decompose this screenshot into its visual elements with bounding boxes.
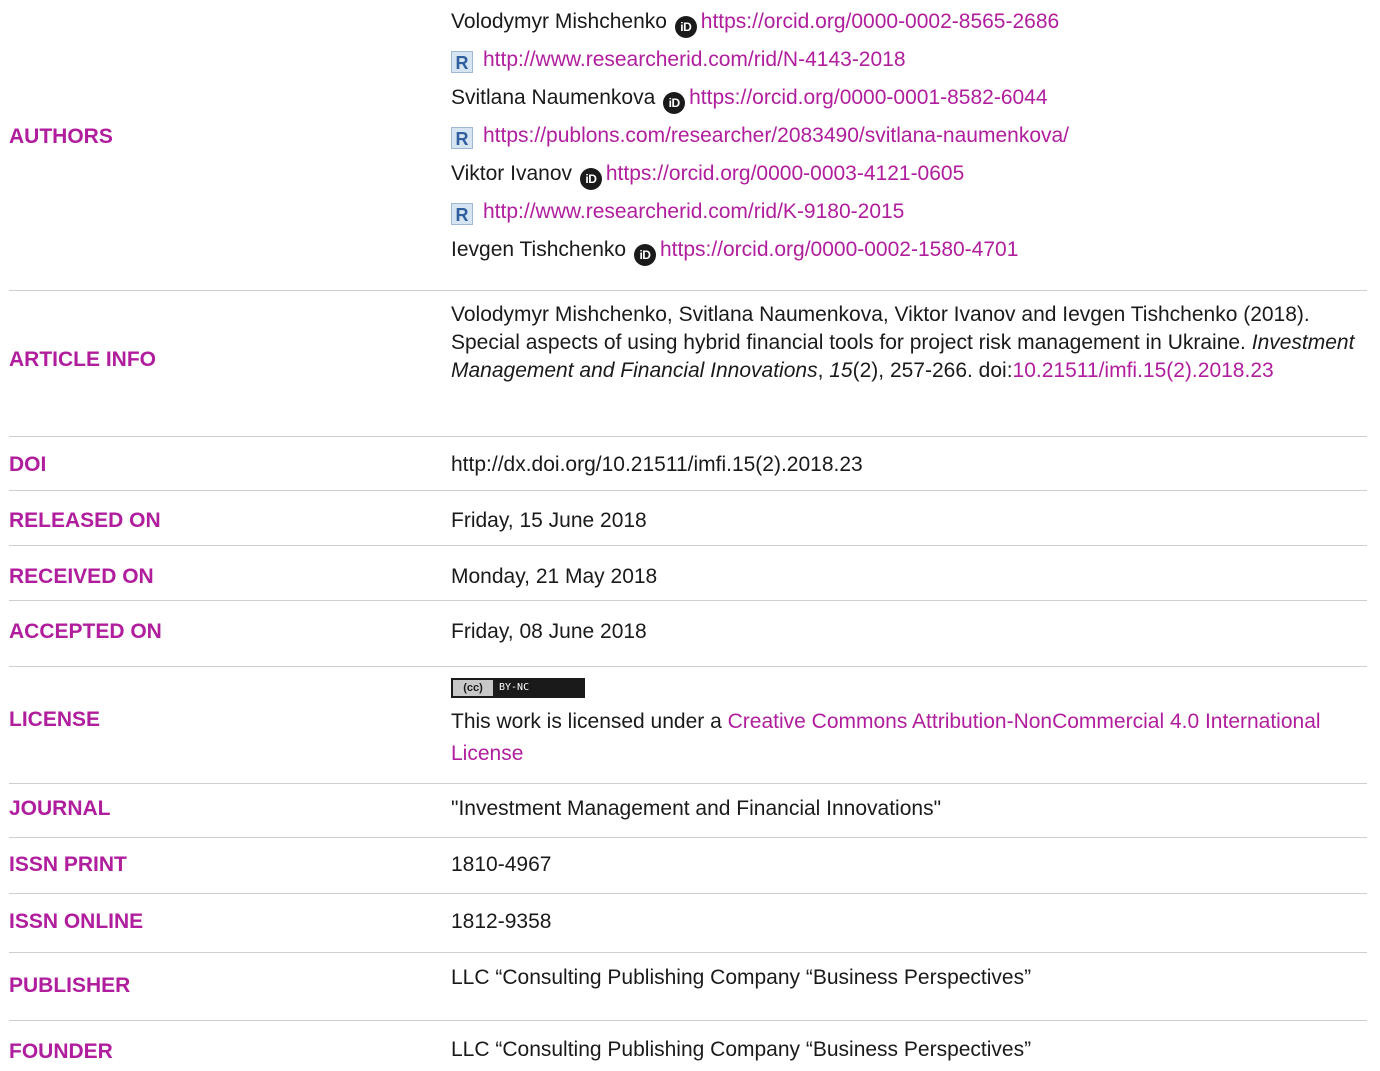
author-line: [451, 3, 1367, 41]
author-line: [451, 41, 1367, 79]
issn-online-row: [9, 893, 1367, 945]
accepted-on-label: ACCEPTED ON: [9, 620, 162, 643]
author-name: Viktor Ivanov: [451, 162, 573, 185]
doi-value: http://dx.doi.org/10.21511/imfi.15(2).2018.23: [451, 453, 863, 476]
founder-label: FOUNDER: [9, 1040, 113, 1063]
orcid-link[interactable]: https://orcid.org/0000-0001-8582-6044: [689, 86, 1048, 109]
doi-row: [9, 436, 1367, 488]
orcid-icon: iD: [663, 92, 685, 114]
journal-label: JOURNAL: [9, 797, 111, 820]
researcherid-icon: R: [451, 203, 473, 225]
orcid-link[interactable]: https://orcid.org/0000-0002-8565-2686: [700, 10, 1060, 33]
author-name: Ievgen Tishchenko: [451, 238, 627, 261]
citation-pages: (2), 257-266. doi:: [852, 359, 1013, 382]
orcid-icon: iD: [634, 244, 656, 266]
received-on-row: [9, 545, 1367, 597]
article-citation: [451, 301, 1361, 385]
publisher-value: LLC “Consulting Publishing Company “Business Perspectives”: [451, 966, 1032, 989]
received-on-value: Monday, 21 May 2018: [451, 565, 658, 588]
cc-badge-terms: BY-NC: [499, 682, 530, 693]
founder-row: [9, 1020, 1367, 1071]
citation-journal: Investment Management and Financial Innovations: [451, 331, 1355, 382]
issn-online-value: 1812-9358: [451, 910, 552, 933]
author-name: Svitlana Naumenkova: [451, 86, 656, 109]
publisher-label: PUBLISHER: [9, 974, 131, 997]
journal-value: "Investment Management and Financial Innovations": [451, 797, 942, 820]
researcherid-link[interactable]: http://www.researcherid.com/rid/N-4143-2018: [483, 48, 906, 71]
publisher-row: [9, 952, 1367, 1012]
citation-doi-link[interactable]: 10.21511/imfi.15(2).2018.23: [1012, 359, 1274, 382]
orcid-link[interactable]: https://orcid.org/0000-0003-4121-0605: [605, 162, 965, 185]
orcid-icon: iD: [580, 168, 602, 190]
orcid-icon: iD: [675, 16, 697, 38]
author-line: [451, 231, 1367, 269]
citation-volume: 15: [829, 359, 853, 382]
license-text-start: This work is licensed under a: [451, 710, 728, 733]
released-on-value: Friday, 15 June 2018: [451, 509, 647, 532]
citation-text: Volodymyr Mishchenko, Svitlana Naumenkova, Viktor Ivanov and Ievgen Tishchenko (2018). Special aspects of using hybrid financial tools for project risk management in Ukraine.: [451, 303, 1310, 354]
issn-print-value: 1810-4967: [451, 853, 552, 876]
publons-link[interactable]: https://publons.com/researcher/2083490/svitlana-naumenkova/: [483, 124, 1070, 147]
article-info-row: [9, 290, 1367, 440]
accepted-on-value: Friday, 08 June 2018: [451, 620, 647, 643]
author-line: [451, 193, 1367, 231]
cc-license-badge[interactable]: [451, 678, 585, 698]
license-link[interactable]: Creative Commons Attribution-NonCommercial 4.0 International License: [451, 710, 1321, 765]
authors-label: AUTHORS: [9, 125, 113, 148]
released-on-label: RELEASED ON: [9, 509, 161, 532]
doi-label: DOI: [9, 453, 47, 476]
researcherid-link[interactable]: http://www.researcherid.com/rid/K-9180-2015: [483, 200, 905, 223]
citation-comma: ,: [817, 359, 830, 382]
founder-value: LLC “Consulting Publishing Company “Business Perspectives”: [451, 1038, 1032, 1061]
author-line: [451, 117, 1367, 155]
issn-print-label: ISSN PRINT: [9, 853, 127, 876]
license-row: [9, 666, 1367, 782]
author-line: [451, 155, 1367, 193]
researcherid-icon: R: [451, 51, 473, 73]
author-name: Volodymyr Mishchenko: [451, 10, 667, 33]
accepted-on-row: [9, 600, 1367, 652]
cc-icon: (cc): [453, 680, 493, 696]
issn-print-row: [9, 837, 1367, 889]
issn-online-label: ISSN ONLINE: [9, 910, 144, 933]
journal-row: [9, 783, 1367, 835]
authors-row: [9, 0, 1367, 272]
authors-list: [451, 3, 1367, 269]
license-text: [451, 706, 1371, 770]
article-info-label: ARTICLE INFO: [9, 348, 156, 371]
released-on-row: [9, 490, 1367, 542]
author-line: [451, 79, 1367, 117]
license-label: LICENSE: [9, 708, 101, 731]
researcherid-icon: R: [451, 127, 473, 149]
received-on-label: RECEIVED ON: [9, 565, 154, 588]
orcid-link[interactable]: https://orcid.org/0000-0002-1580-4701: [659, 238, 1019, 261]
